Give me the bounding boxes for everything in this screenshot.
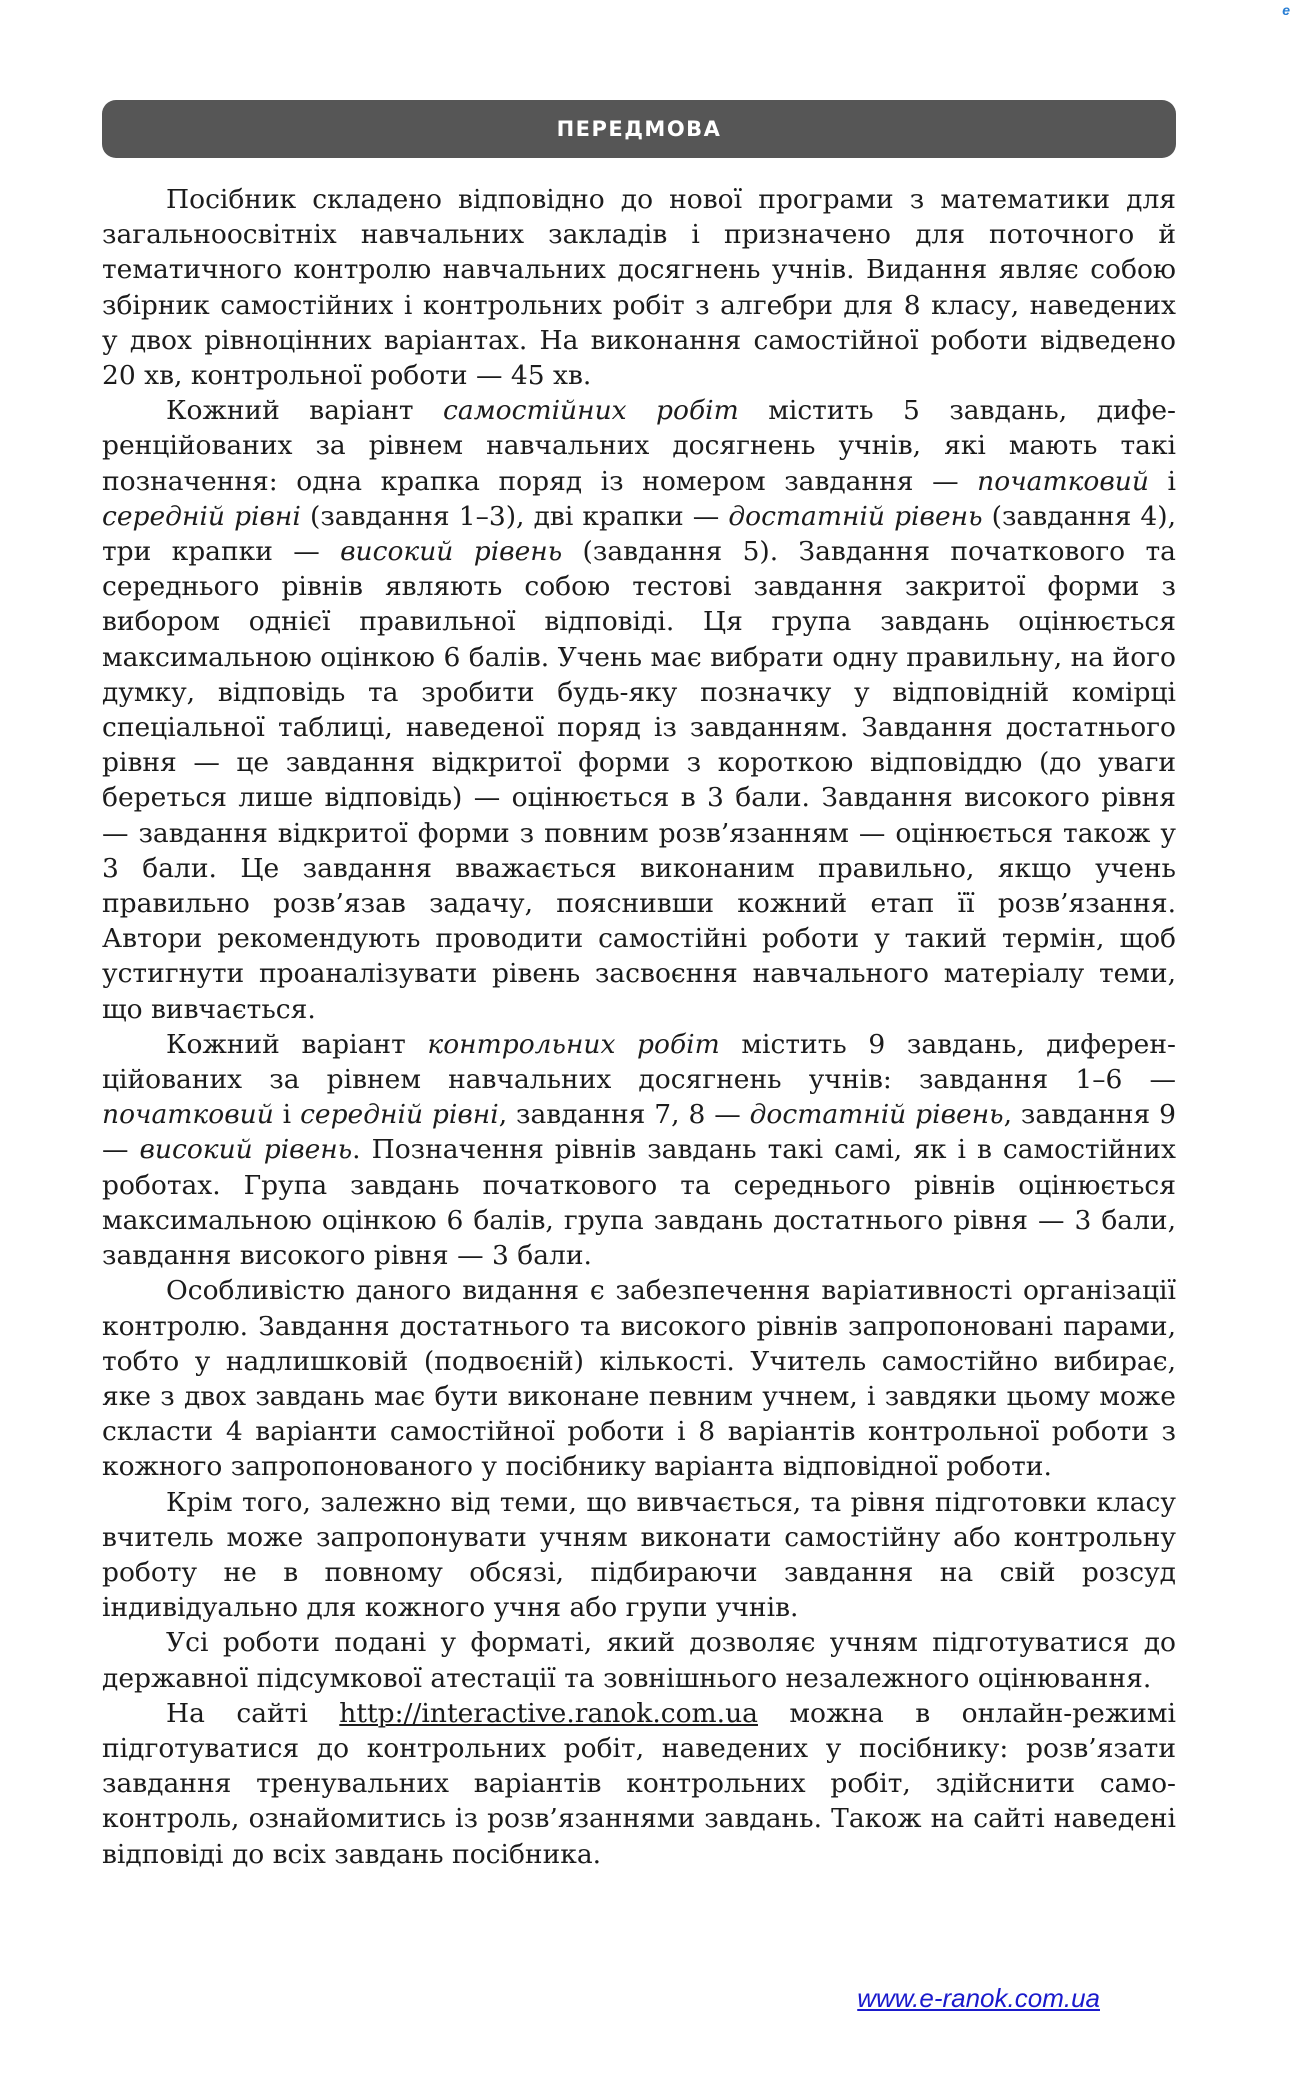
preface-body [102, 182, 1176, 1872]
paragraph-6: Усі роботи подані у форматі, який дозволяє учням підготуватися до державної підсумкової атестації та зовнішнього незалежного оцінювання. [102, 1627, 1176, 1694]
paragraph-5: Крім того, залежно від теми, що вивчається, та рівня підготовки класу вчитель може запропонувати учням виконати самостійну або контрольну роботу не в повному обсязі, підбираючи завдання на свій розсуд індивідуально для кожного учня або групи учнів. [102, 1486, 1176, 1624]
paragraph-2: Кожний варіант самостійних робіт містить 5 завдань, диференційованих за рівнем навчальних досягнень учнів, які мають такі позначення: одна крапка поряд із номером завдання — початковий і середній рівні (завдання 1–3), дві крапки — достатній рівень (завдання 4), три крапки — високий рівень (завдання 5). Завдання початкового та середнього рівнів являють собою тестові завдання закритої форми з вибором однієї правильної відповіді. Ця група завдань оцінюється максимальною оцінкою 6 балів. Учень має вибрати одну правильну, на його думку, відповідь та зробити будь-яку позначку у відповідній комірці спеціальної таблиці, наведеної поряд із завданням. Завдання достатнього рівня — це завдання відкритої форми з короткою відповіддю (до уваги береться лише відповідь) — оцінюється в 3 бали. Завдання високого рівня — завдання відкритої форми з повним розв’язанням — оцінюється також у 3 бали. Це завдання вважається виконаним правильно, якщо учень правильно розв’язав задачу, пояснивши кожний етап її розв’язання. Автори рекомендують проводити самостійні роботи у такий термін, щоб устигнути проаналізувати рівень засвоєння навчального матеріалу теми, що вивчається. [102, 395, 1177, 1025]
publisher-logo: e [1282, 2, 1290, 18]
interactive-site-link[interactable]: http://interactive.ranok.com.ua [339, 1697, 758, 1729]
paragraph-1: Посібник складено відповідно до нової програми з математики для загальноосвітніх навчальних закладів і призначено для поточного й тематичного контролю навчальних досягнень учнів. Видання являє собою збірник самостійних і контрольних робіт з алгебри для 8 класу, наведених у двох рівноцінних варіантах. На виконання самостійної роботи відведено 20 хв, контрольної роботи — 45 хв. [102, 184, 1176, 392]
paragraph-7: На сайті http://interactive.ranok.com.ua можна в онлайн-режимі підготуватися до контрольних робіт, наведених у посібнику: розв’язати завдання тренувальних варіантів контрольних робіт, здійснити самоконтроль, ознайомитись із розв’язаннями завдань. Також на сайті наведені відповіді до всіх завдань посібника. [102, 1697, 1176, 1870]
footer-website-link[interactable]: www.e-ranok.com.ua [857, 1983, 1100, 2013]
section-header [102, 100, 1176, 158]
page-title: ПЕРЕДМОВА [556, 117, 722, 141]
paragraph-3: Кожний варіант контрольних робіт містить 9 завдань, диференційованих за рівнем навчальних досягнень учнів: завдання 1–6 — початковий і середній рівні, завдання 7, 8 — достатній рівень, завдання 9 — високий рівень. Позначення рівнів завдань такі самі, як і в самостійних роботах. Група завдань початкового та середнього рівнів оцінюється максимальною оцінкою 6 балів, група завдань достатнього рівня — 3 бали, завдання високого рівня — 3 бали. [102, 1028, 1177, 1272]
paragraph-4: Особливістю даного видання є забезпечення варіативності організації контролю. Завдання достатнього та високого рівнів запропоновані парами, тобто у надлишковій (подвоєній) кількості. Учитель самостійно вибирає, яке з двох завдань має бути виконане певним учнем, і завдяки цьому може скласти 4 варіанти самостійної роботи і 8 варіантів контрольної роботи з кожного запропонованого у посібнику варіанта відповідної роботи. [102, 1275, 1176, 1483]
